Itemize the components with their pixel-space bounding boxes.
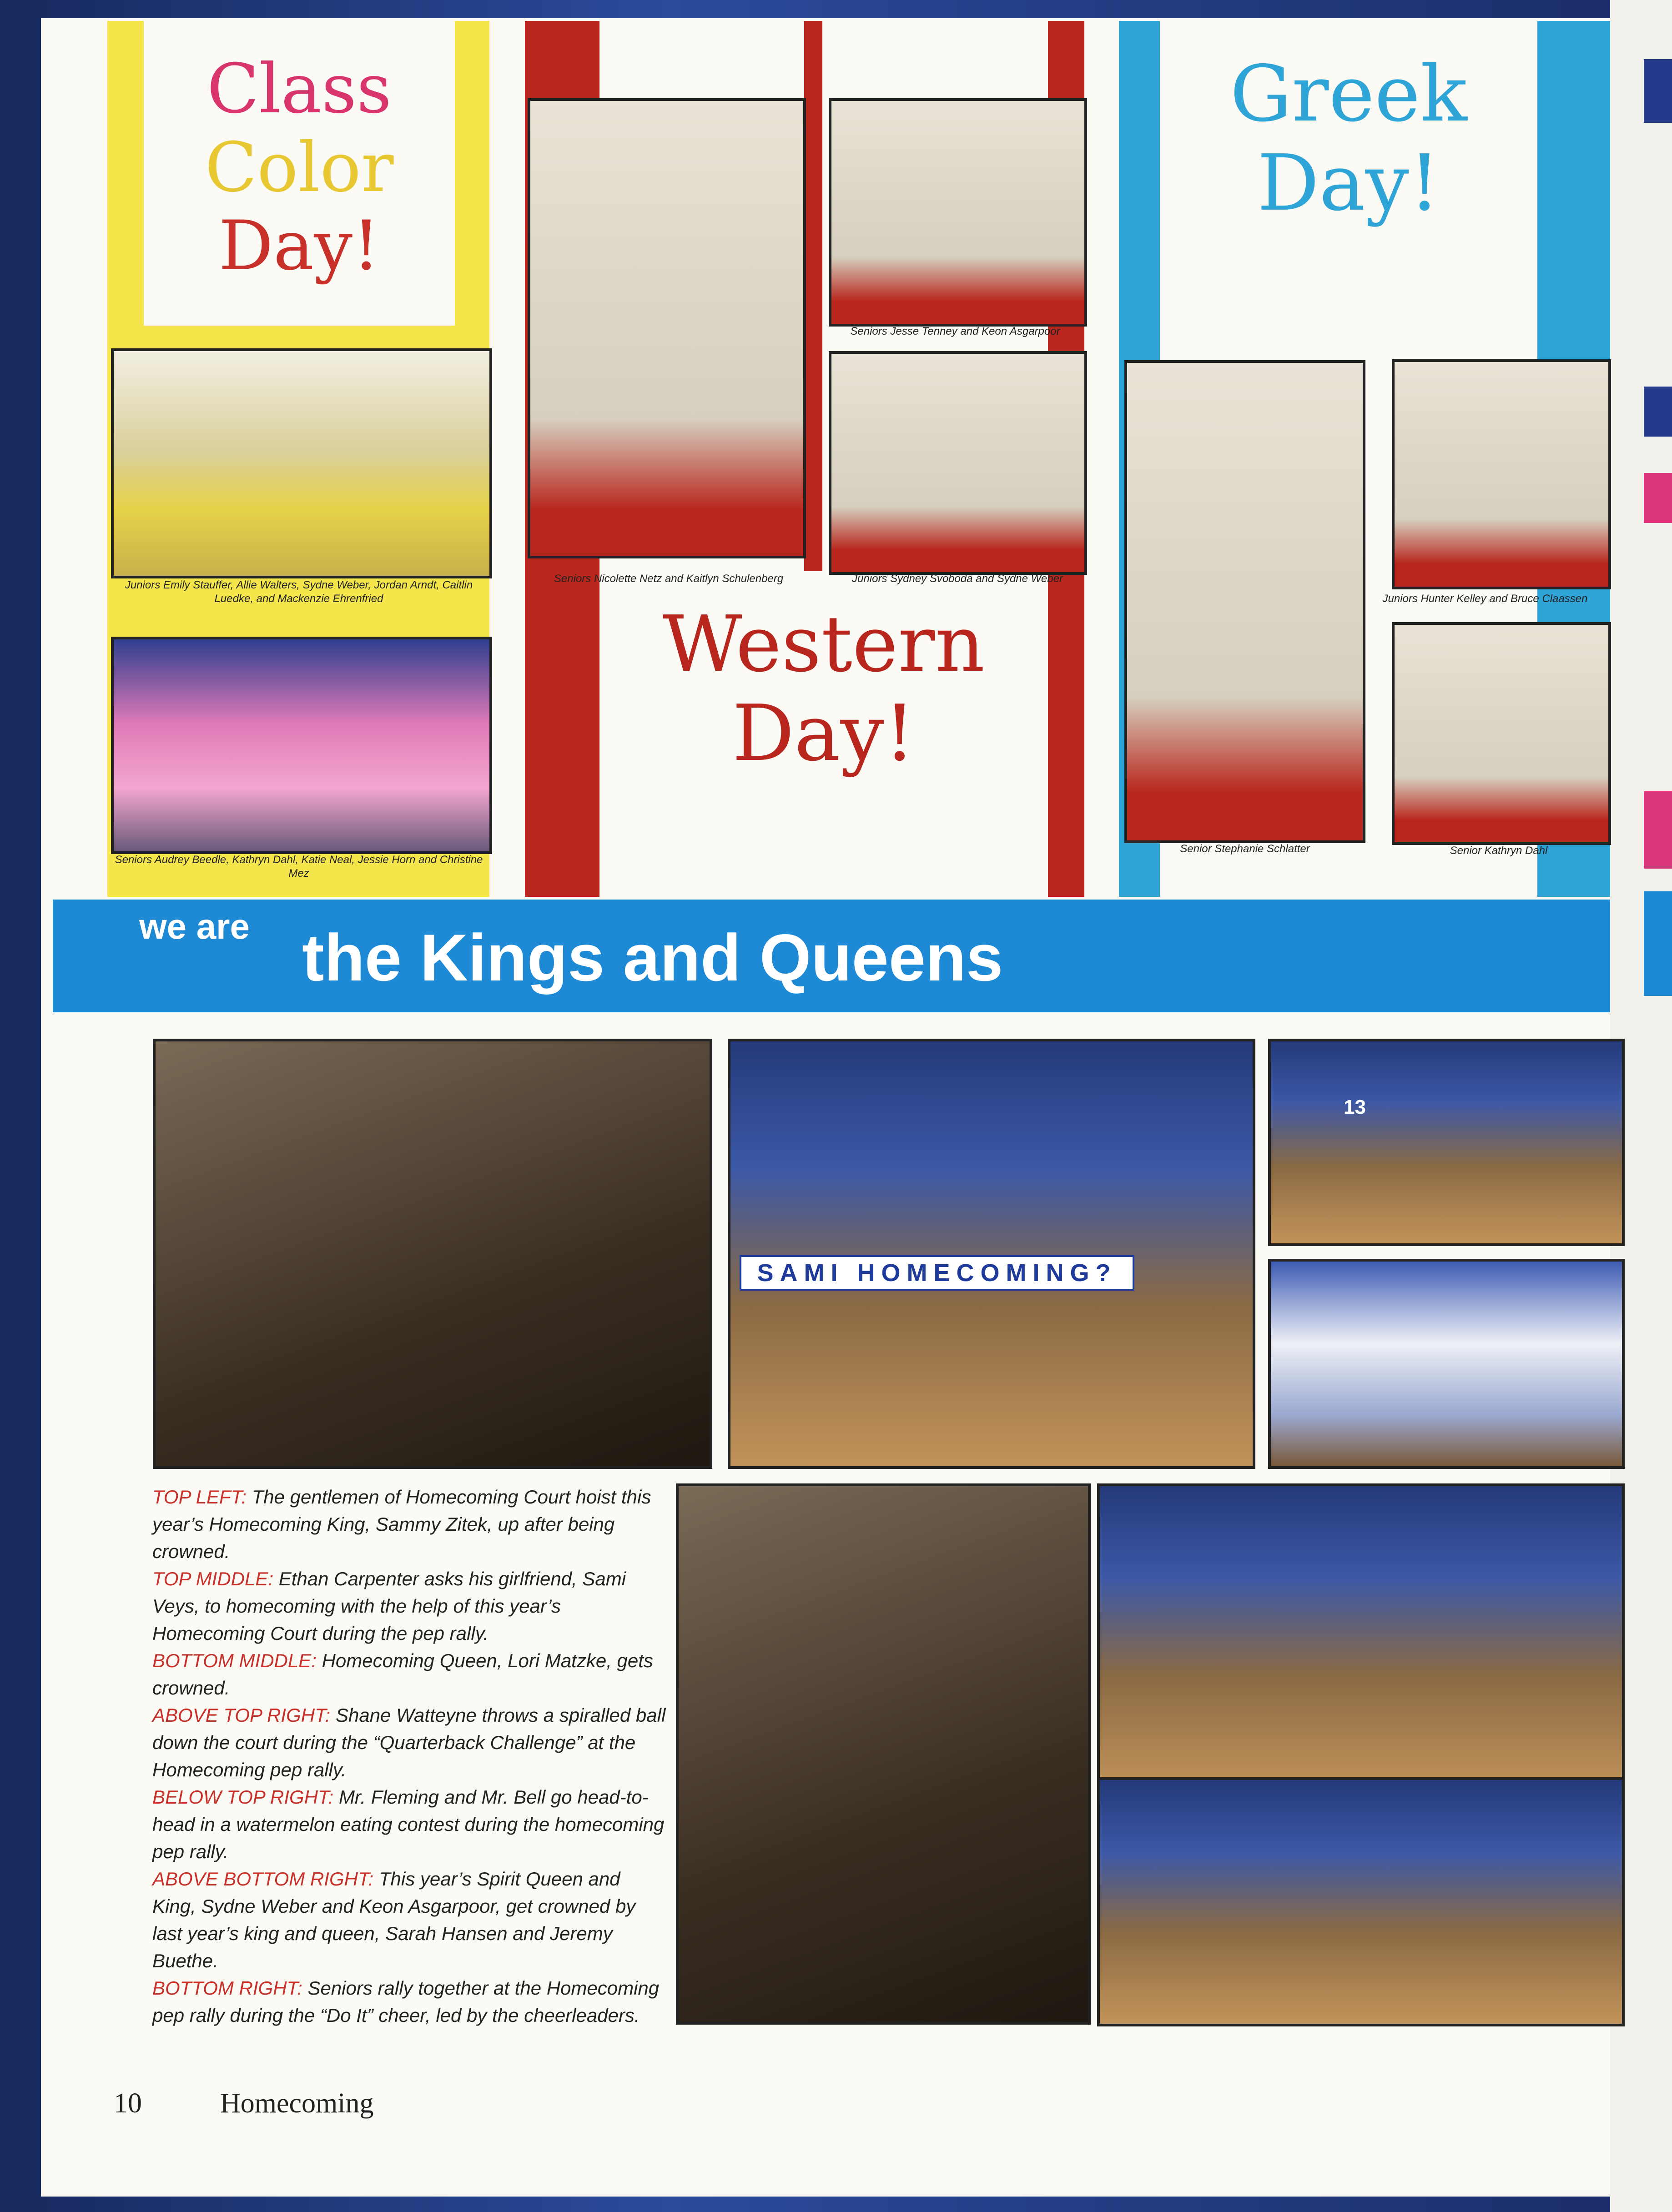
section-name: Homecoming	[220, 2088, 374, 2119]
title-word-western: Western	[662, 599, 985, 689]
caption-label-top-left: TOP LEFT:	[152, 1486, 247, 1508]
banner-small-text: we are	[139, 906, 250, 946]
title-word-color: Color	[205, 128, 394, 207]
jersey-number: 13	[1344, 1096, 1366, 1118]
caption-text-top-left: The gentlemen of Homecoming Court hoist this year’s Homecoming King, Sammy Zitek, up after being crowned.	[152, 1486, 651, 1562]
color-tab-navy	[1644, 387, 1672, 437]
western-juniors-caption: Juniors Sydney Svoboda and Sydne Weber	[852, 573, 1063, 585]
title-word-day: Day!	[732, 688, 915, 779]
quarterback-challenge-photo	[1268, 1039, 1625, 1246]
title-word-class: Class	[206, 50, 392, 129]
class-color-juniors-photo	[111, 348, 492, 578]
title-word-greek: Greek	[1230, 49, 1467, 139]
homecoming-sign: SAMI HOMECOMING?	[740, 1255, 1134, 1291]
color-tab-navy	[1644, 59, 1672, 123]
greek-zeus-caption: Senior Kathryn Dahl	[1450, 845, 1548, 857]
greek-warrior-caption: Senior Stephanie Schlatter	[1180, 843, 1310, 855]
caption-text-bottom-middle: Homecoming Queen, Lori Matzke, gets crowned.	[152, 1650, 653, 1699]
caption-label-top-middle: TOP MIDDLE:	[152, 1568, 274, 1589]
color-tab-blue	[1644, 891, 1672, 996]
color-tab-pink	[1644, 473, 1672, 523]
greek-zeus-photo	[1392, 622, 1611, 845]
greek-title	[1164, 50, 1533, 228]
western-cowboys-caption: Seniors Jesse Tenney and Keon Asgarpoor	[850, 325, 1060, 337]
caption-text-above-bottom-right: This year’s Spirit Queen and King, Sydne Weber and Keon Asgarpoor, get crowned by last year’s king and queen, Sarah Hansen and Jeremy Buethe.	[152, 1868, 636, 1971]
homecoming-court-photo	[153, 1039, 712, 1469]
page-number: 10	[114, 2088, 142, 2119]
caption-text-top-middle: Ethan Carpenter asks his girlfriend, Sami Veys, to homecoming with the help of this year’s Homecoming Court during the pep rally.	[152, 1568, 626, 1644]
photo-captions-block	[152, 1483, 666, 2029]
class-color-seniors-photo	[111, 637, 492, 854]
class-color-juniors-caption: Juniors Emily Stauffer, Allie Walters, Sydne Weber, Jordan Arndt, Caitlin Luedke, and Mackenzie Ehrenfried	[125, 579, 473, 605]
banner-large-text: the Kings and Queens	[302, 920, 1003, 995]
class-color-title	[144, 50, 455, 286]
caption-text-above-top-right: Shane Watteyne throws a spiralled ball down the court during the “Quarterback Challenge” at the Homecoming pep rally.	[152, 1704, 666, 1780]
western-juniors-photo	[829, 351, 1087, 575]
caption-label-bottom-middle: BOTTOM MIDDLE:	[152, 1650, 317, 1671]
western-title	[599, 600, 1048, 778]
spirit-royalty-photo	[1097, 1483, 1625, 1795]
western-couple-caption: Seniors Nicolette Netz and Kaitlyn Schulenberg	[554, 573, 784, 585]
greek-juniors-caption: Juniors Hunter Kelley and Bruce Claassen	[1382, 593, 1588, 605]
kings-queens-banner	[53, 900, 1610, 1012]
color-tab-pink	[1644, 791, 1672, 869]
caption-label-above-bottom-right: ABOVE BOTTOM RIGHT:	[152, 1868, 374, 1890]
title-word-day: Day!	[218, 206, 380, 286]
title-word-day: Day!	[1257, 138, 1440, 228]
western-cowboys-photo	[829, 98, 1087, 327]
greek-juniors-photo	[1392, 359, 1611, 589]
caption-text-bottom-right: Seniors rally together at the Homecoming pep rally during the “Do It” cheer, led by the cheerleaders.	[152, 1977, 660, 2026]
class-color-seniors-caption: Seniors Audrey Beedle, Kathryn Dahl, Katie Neal, Jessie Horn and Christine Mez	[115, 854, 483, 880]
homecoming-proposal-photo	[728, 1039, 1255, 1469]
caption-label-bottom-right: BOTTOM RIGHT:	[152, 1977, 302, 1999]
watermelon-contest-photo	[1268, 1259, 1625, 1469]
caption-label-above-top-right: ABOVE TOP RIGHT:	[152, 1704, 331, 1726]
caption-label-below-top-right: BELOW TOP RIGHT:	[152, 1786, 334, 1808]
caption-text-below-top-right: Mr. Fleming and Mr. Bell go head-to-head in a watermelon eating contest during the homecoming pep rally.	[152, 1786, 665, 1862]
do-it-cheer-photo	[1097, 1777, 1625, 2026]
western-couple-photo	[528, 98, 806, 558]
greek-warrior-photo	[1124, 360, 1365, 843]
queen-crowning-photo	[676, 1483, 1091, 2025]
western-stripe-mid	[804, 21, 822, 571]
